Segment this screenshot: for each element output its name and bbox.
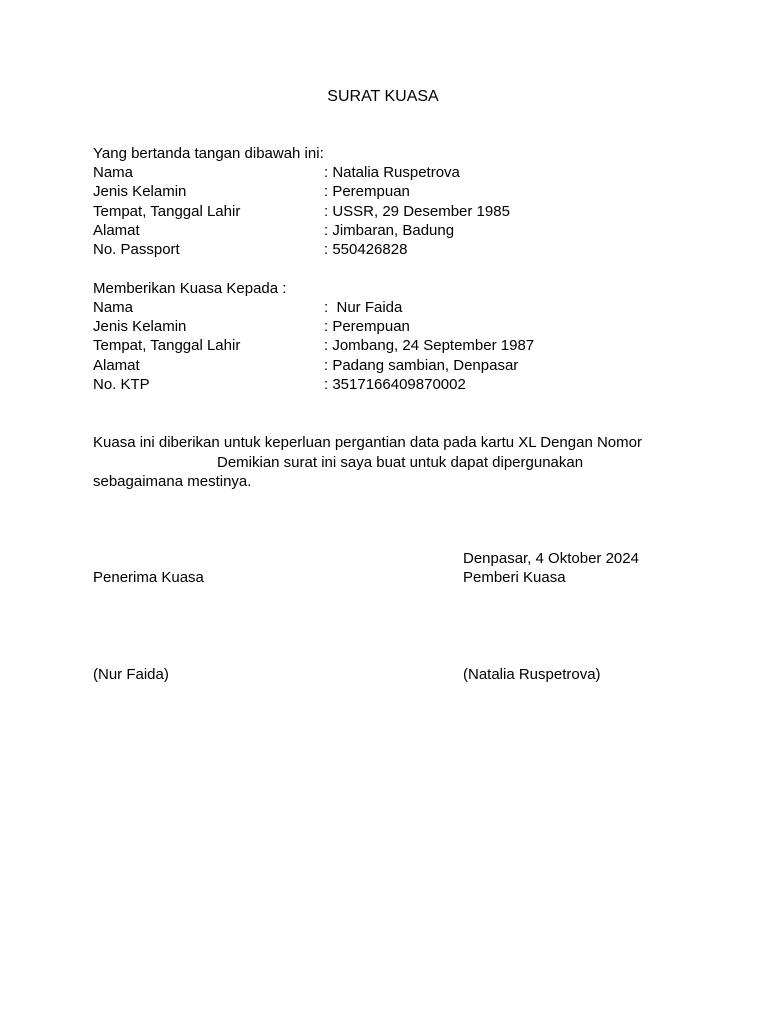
field-value: : Perempuan — [324, 318, 410, 335]
field-label: Jenis Kelamin — [93, 183, 187, 200]
grantor-row — [93, 163, 460, 182]
grantor-intro: Yang bertanda tangan dibawah ini: — [93, 145, 324, 162]
grantor-row — [93, 221, 455, 240]
field-value: : Jombang, 24 September 1987 — [324, 337, 535, 354]
grantor-row — [93, 202, 510, 221]
field-value: : 3517166409870002 — [324, 376, 466, 393]
field-value: : Perempuan — [324, 183, 410, 200]
body-line: Demikian surat ini saya buat untuk dapat dipergunakan — [217, 454, 584, 471]
field-value: : 550426828 — [324, 241, 408, 258]
field-label: Jenis Kelamin — [93, 318, 187, 335]
recipient-label: Penerima Kuasa — [93, 569, 204, 586]
field-value: : Padang sambian, Denpasar — [324, 357, 519, 374]
grantee-intro: Memberikan Kuasa Kepada : — [93, 280, 287, 297]
body-line: sebagaimana mestinya. — [93, 473, 252, 490]
field-value: : USSR, 29 Desember 1985 — [324, 203, 510, 220]
field-value: : Natalia Ruspetrova — [324, 164, 460, 181]
field-label: Alamat — [93, 222, 140, 239]
grantee-row — [93, 298, 403, 317]
grantee-row — [93, 375, 466, 394]
field-value: : Nur Faida — [324, 299, 403, 316]
field-label: Tempat, Tanggal Lahir — [93, 203, 241, 220]
grantor-row — [93, 182, 410, 201]
field-label: No. Passport — [93, 241, 180, 258]
recipient-name: (Nur Faida) — [93, 666, 169, 683]
place-date: Denpasar, 4 Oktober 2024 — [463, 550, 639, 567]
field-label: Alamat — [93, 357, 140, 374]
field-value: : Jimbaran, Badung — [324, 222, 455, 239]
field-label: Nama — [93, 299, 134, 316]
grantee-row — [93, 336, 535, 355]
body-line: Kuasa ini diberikan untuk keperluan pergantian data pada kartu XL Dengan Nomor — [93, 434, 642, 451]
grantee-row — [93, 317, 410, 336]
grantor-row — [93, 240, 408, 259]
field-label: Nama — [93, 164, 134, 181]
giver-name: (Natalia Ruspetrova) — [463, 666, 601, 683]
field-label: No. KTP — [93, 376, 150, 393]
document-title: SURAT KUASA — [327, 88, 439, 105]
field-label: Tempat, Tanggal Lahir — [93, 337, 241, 354]
grantee-row — [93, 356, 519, 375]
giver-label: Pemberi Kuasa — [463, 569, 566, 586]
